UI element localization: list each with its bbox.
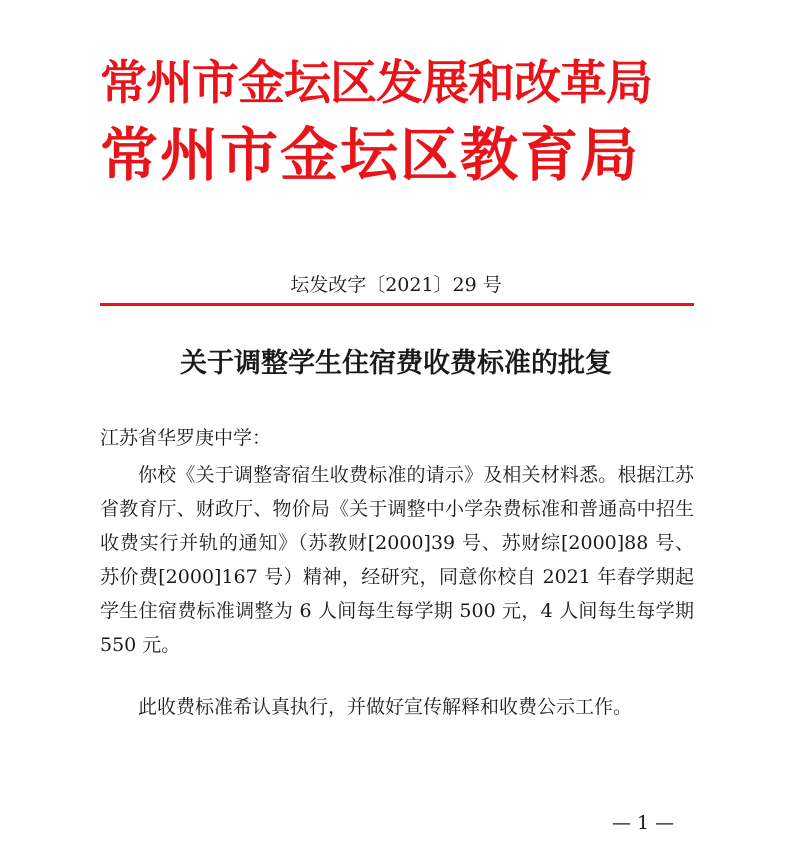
body-paragraph-2: 此收费标准希认真执行，并做好宣传解释和收费公示工作。 bbox=[138, 696, 633, 718]
body-paragraph-1: 你校《关于调整寄宿生收费标准的请示》及相关材料悉。根据江苏省教育厅、财政厅、物价局《关于调整中小学杂费标准和普通高中招生收费实行并轨的通知》（苏教财[2000]39 号、苏财综[2000]88 号、苏价费[2000]167 号）精神，经研究，同意你校自 2021 年春学期起学生住宿费标准调整为 6 人间每生每学期 500 元，4 人间每生每学期 550 元。 bbox=[100, 464, 694, 656]
red-divider-line bbox=[100, 303, 694, 306]
masthead-issuer-2: 常州市金坛区教育局 bbox=[100, 121, 641, 189]
document-number: 坛发改字〔2021〕29 号 bbox=[290, 274, 502, 296]
document-title: 关于调整学生住宿费收费标准的批复 bbox=[180, 348, 612, 379]
addressee: 江苏省华罗庚中学： bbox=[100, 427, 272, 449]
masthead-issuer-1: 常州市金坛区发展和改革局 bbox=[100, 56, 652, 111]
page-number: — 1 — bbox=[612, 812, 675, 834]
